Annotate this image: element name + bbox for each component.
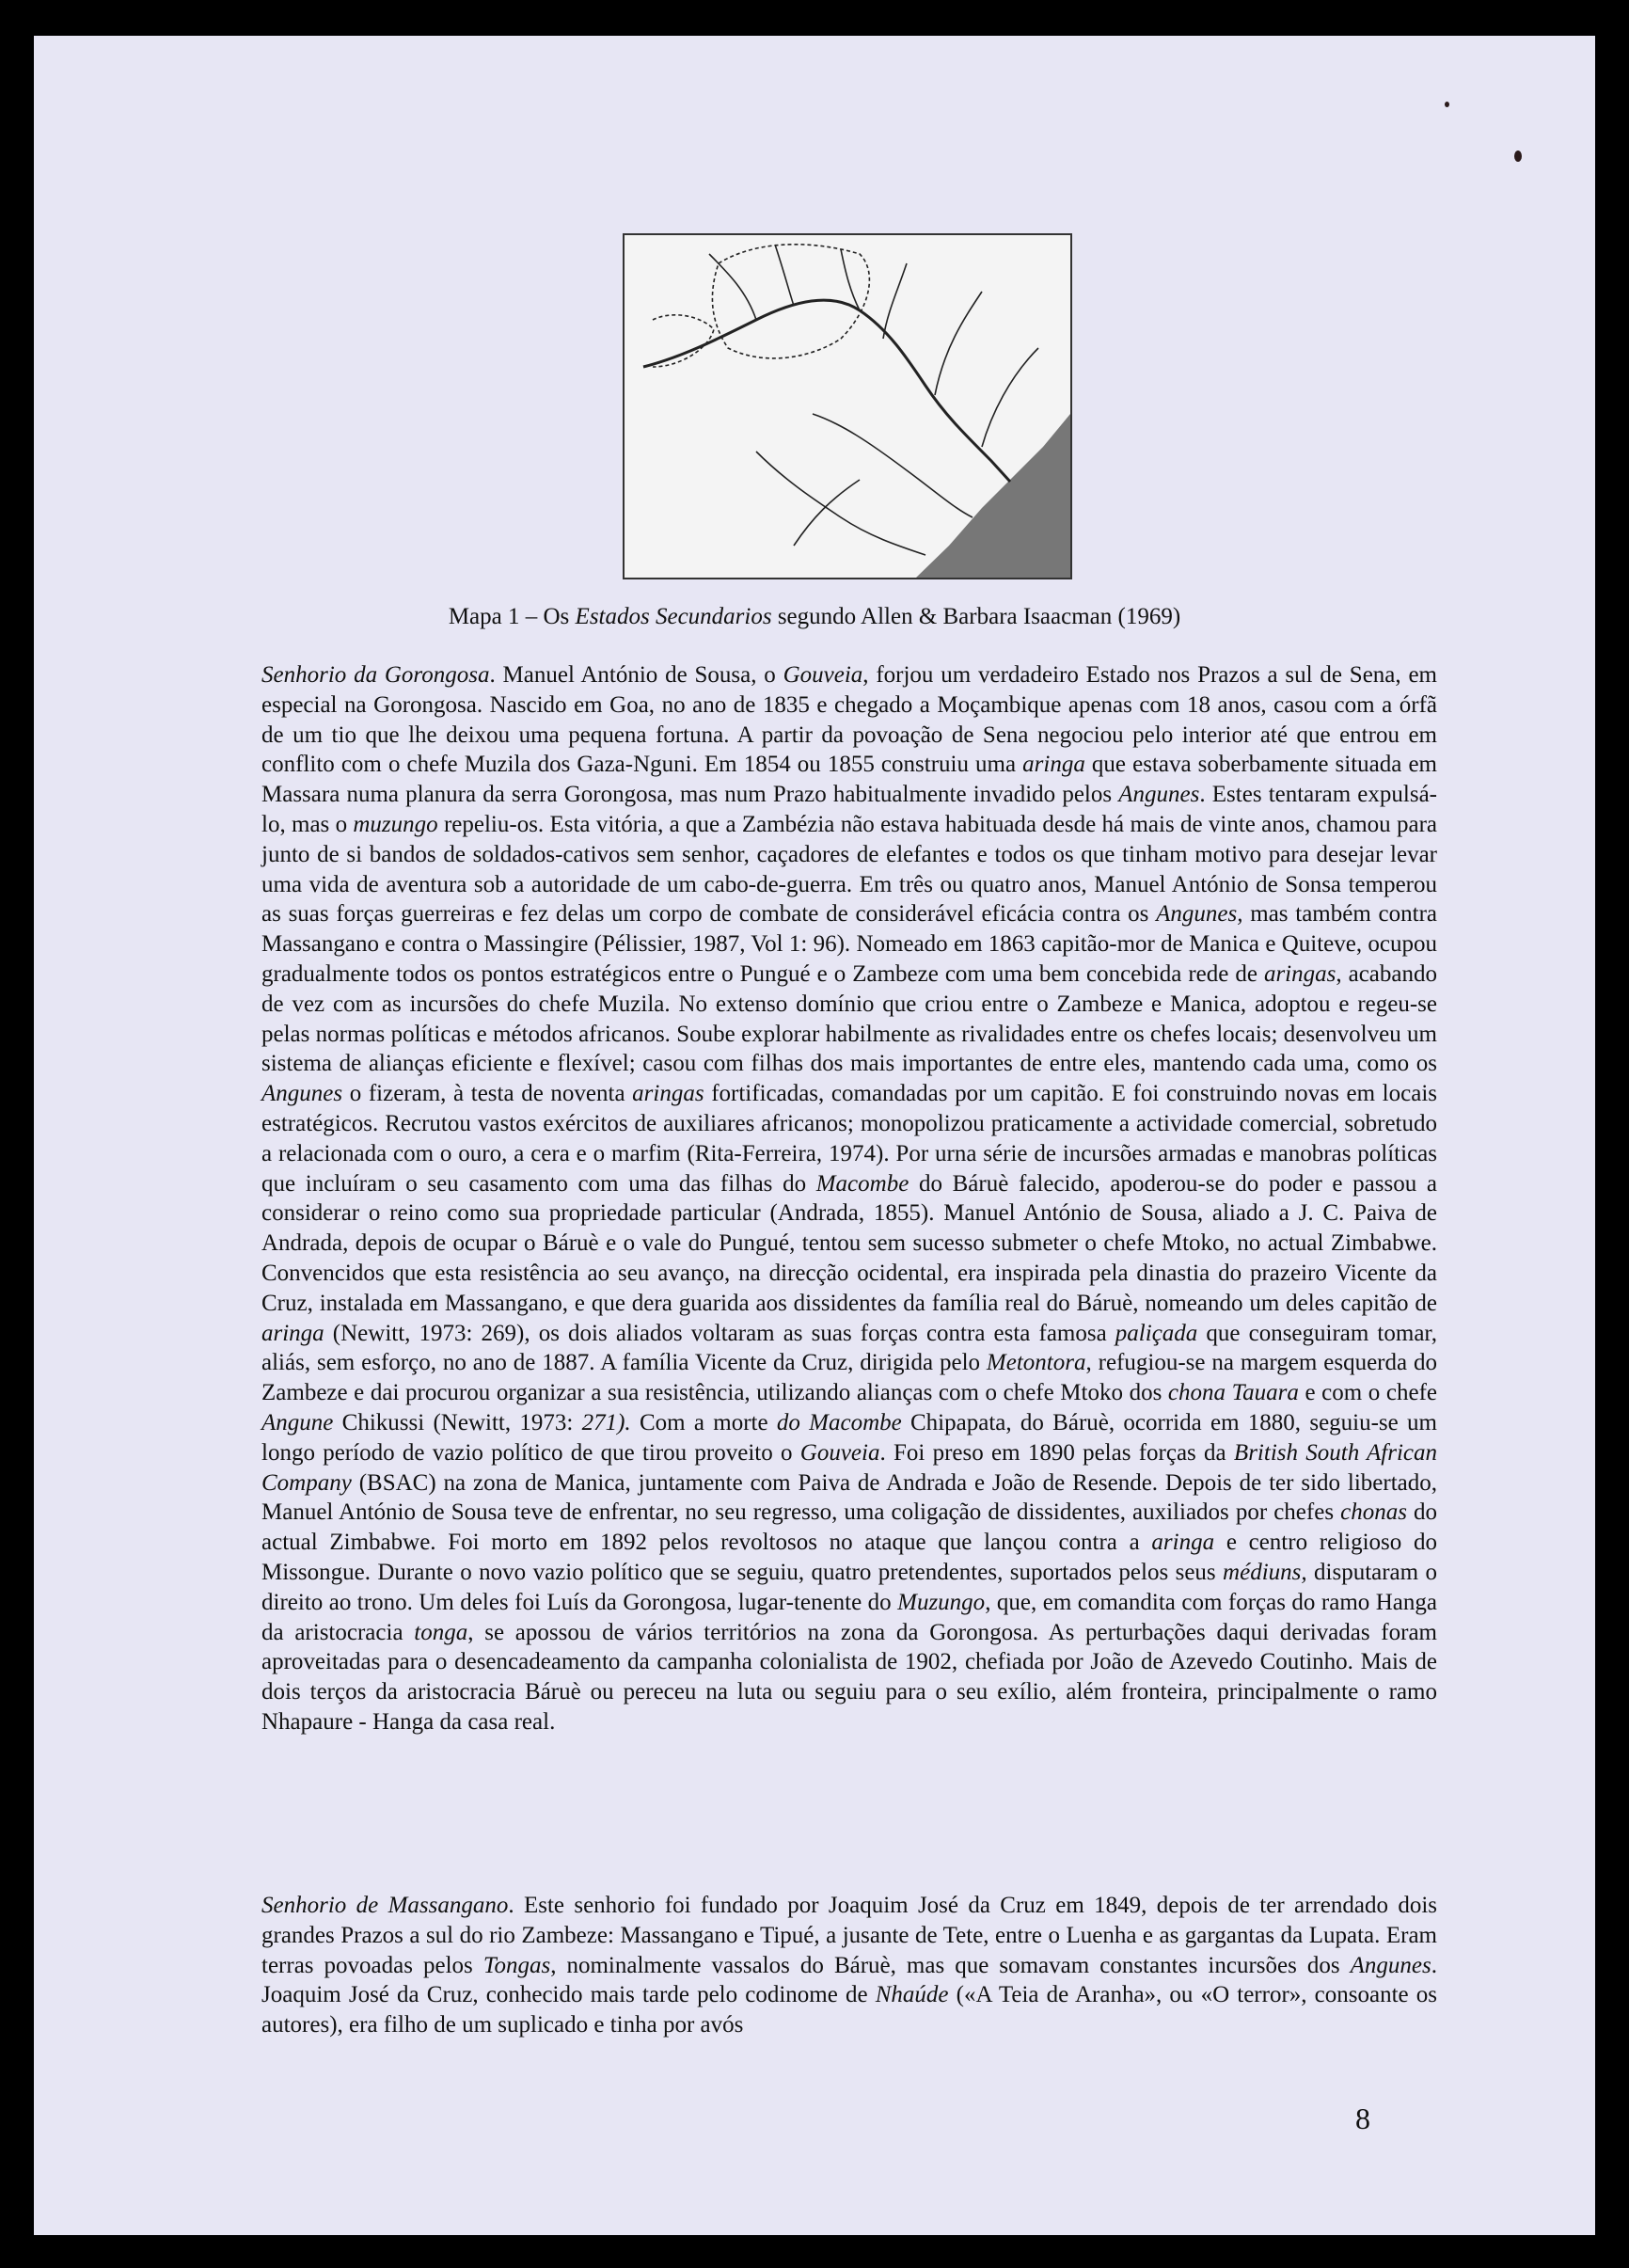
- tributary: [813, 414, 973, 517]
- tributary: [794, 480, 860, 546]
- page-number: 8: [1355, 2101, 1370, 2135]
- tributary: [841, 249, 860, 310]
- tributary: [709, 254, 756, 320]
- tributary: [775, 245, 794, 306]
- map-drawing: [625, 235, 1070, 578]
- document-page: [34, 36, 1595, 2235]
- boundary: [712, 245, 869, 358]
- tributary: [883, 263, 907, 339]
- paragraph-senhorio-gorongosa: Senhorio da Gorongosa. Manuel António de Sousa, o Gouveia, forjou um verdadeiro Estado nos Prazos a sul de Sena, em especial na Gorongosa. Nascido em Goa, no ano de 1835 e chegado a Moçambique apenas com 18 anos, casou com a órfã de um tio que lhe deixou uma pequena fortuna. A partir da povoação de Sena negociou pelo interior até que entrou em conflito com o chefe Muzila dos Gaza-Nguni. Em 1854 ou 1855 construiu uma aringa que estava soberbamente situada em Massara numa planura da serra Gorongosa, mas num Prazo habitualmente invadido pelos Angunes. Estes tentaram expulsá-lo, mas o muzungo repeliu-os. Esta vitória, a que a Zambézia não estava habituada desde há mais de vinte anos, chamou para junto de si bandos de soldados-cativos sem senhor, caçadores de elefantes e todos os que tinham motivo para desejar levar uma vida de aventura sob a autoridade de um cabo-de-guerra. Em três ou quatro anos, Manuel António de Sonsa temperou as suas forças guerreiras e fez delas um corpo de combate de considerável eficácia contra os Angunes, mas também contra Massangano e contra o Massingire (Pélissier, 1987, Vol 1: 96). Nomeado em 1863 capitão-mor de Manica e Quiteve, ocupou gradualmente todos os pontos estratégicos entre o Pungué e o Zambeze com uma bem concebida rede de aringas, acabando de vez com as incursões do chefe Muzila. No extenso domínio que criou entre o Zambeze e Manica, adoptou e regeu-se pelas normas políticas e métodos africanos. Soube explorar habilmente as rivalidades entre os chefes locais; desenvolveu um sistema de alianças eficiente e flexível; casou com filhas dos mais importantes de entre eles, mantendo cada uma, como os Angunes o fizeram, à testa de noventa aringas fortificadas, comandadas por um capitão. E foi construindo novas em locais estratégicos. Recrutou vastos exércitos de auxiliares africanos; monopolizou praticamente a actividade comercial, sobretudo a relacionada com o ouro, a cera e o marfim (Rita-Ferreira, 1974). Por urna série de incursões armadas e manobras políticas que incluíram o seu casamento com uma das filhas do Macombe do Báruè falecido, apoderou-se do poder e passou a considerar o reino como sua propriedade particular (Andrada, 1855). Manuel António de Sousa, aliado a J. C. Paiva de Andrada, depois de ocupar o Báruè e o vale do Pungué, tentou sem sucesso submeter o chefe Mtoko, no actual Zimbabwe. Convencidos que esta resistência ao seu avanço, na direcção ocidental, era inspirada pela dinastia do prazeiro Vicente da Cruz, instalada em Massangano, e que dera guarida aos dissidentes da família real do Báruè, nomeando um deles capitão de aringa (Newitt, 1973: 269), os dois aliados voltaram as suas forças contra esta famosa paliçada que conseguiram tomar, aliás, sem esforço, no ano de 1887. A família Vicente da Cruz, dirigida pelo Metontora, refugiou-se na margem esquerda do Zambeze e dai procurou organizar a sua resistência, utilizando alianças com o chefe Mtoko dos chona Tauara e com o chefe Angune Chikussi (Newitt, 1973: 271). Com a morte do Macombe Chipapata, do Báruè, ocorrida em 1880, seguiu-se um longo período de vazio político de que tirou proveito o Gouveia. Foi preso em 1890 pelas forças da British South African Company (BSAC) na zona de Manica, juntamente com Paiva de Andrada e João de Resende. Depois de ter sido libertado, Manuel António de Sousa teve de enfrentar, no seu regresso, uma coligação de dissidentes, auxiliados por chefes chonas do actual Zimbabwe. Foi morto em 1892 pelos revoltosos no ataque que lançou contra a aringa e centro religioso do Missongue. Durante o novo vazio político que se seguiu, quatro pretendentes, suportados pelos seus médiuns, disputaram o direito ao trono. Um deles foi Luís da Gorongosa, lugar-tenente do Muzungo, que, em comandita com forças do ramo Hanga da aristocracia tonga, se apossou de vários territórios na zona da Gorongosa. As perturbações daqui derivadas foram aproveitadas para o desencadeamento da campanha colonialista de 1902, chefiada por João de Azevedo Coutinho. Mais de dois terços da aristocracia Báruè ou pereceu na luta ou seguiu para o seu exílio, além fronteira, principalmente o ramo Nhapaure - Hanga da casa real.: [261, 662, 1438, 1735]
- zambezi-river: [643, 300, 1010, 482]
- historical-map: [623, 233, 1072, 579]
- tributary: [756, 452, 925, 555]
- tributary: [982, 348, 1038, 447]
- paragraph-senhorio-massangano: Senhorio de Massangano. Este senhorio foi fundado por Joaquim José da Cruz em 1849, depois de ter arrendado dois grandes Prazos a sul do rio Zambeze: Massangano e Tipué, a jusante de Tete, entre o Luenha e as gargantas da Lupata. Eram terras povoadas pelos Tongas, nominalmente vassalos do Báruè, mas que somavam constantes incursões dos Angunes. Joaquim José da Cruz, conhecido mais tarde pelo codinome de Nhaúde («A Teia de Aranha», ou «O terror», consoante os autores), era filho de um suplicado e tinha por avós: [261, 1893, 1437, 2038]
- ink-speck: [1514, 151, 1522, 162]
- map-caption: Mapa 1 – Os Estados Secundarios segundo Allen & Barbara Isaacman (1969): [448, 604, 1181, 629]
- ink-speck: [1445, 102, 1449, 107]
- boundary: [653, 315, 714, 367]
- tributary: [935, 292, 982, 395]
